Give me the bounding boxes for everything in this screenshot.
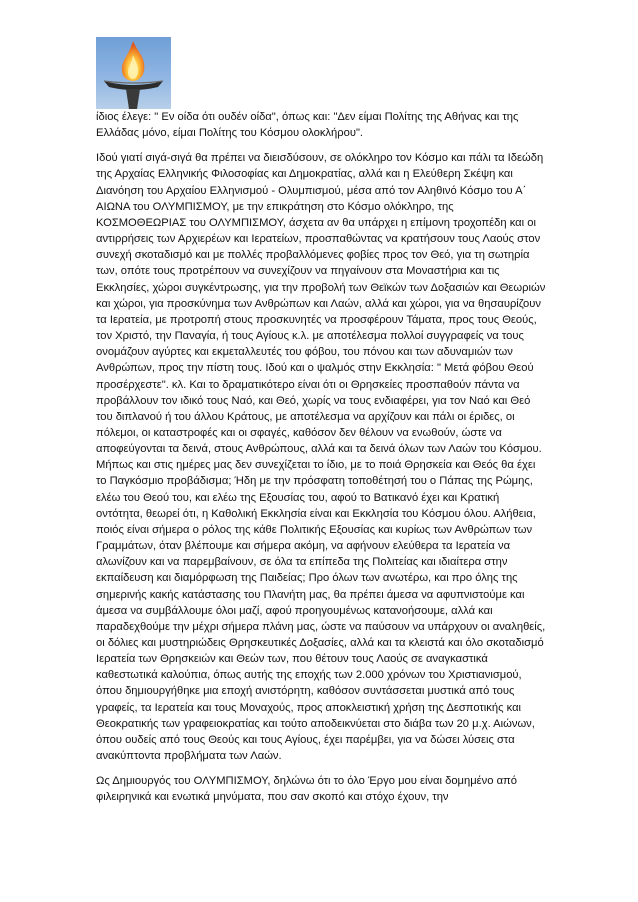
- paragraph-3: Ως Δημιουργός του ΟΛΥΜΠΙΣΜΟΥ, δηλώνω ότι το όλο Έργο μου είναι δομημένο από φιλειρηνικά και ενωτικά μηνύματα, που σαν σκοπό και στόχο έχουν, την: [96, 775, 517, 804]
- olympic-torch-flame-icon: [96, 37, 171, 109]
- paragraph-1: ίδιος έλεγε: " Εν οίδα ότι ουδέν οίδα", όπως και: "Δεν είμαι Πολίτης της Αθήνας και της Ελλάδας μόνο, είμαι Πολίτης του Κόσμου ολοκλήρου".: [96, 111, 519, 140]
- document-page: [96, 37, 546, 806]
- paragraph-2: Ιδού γιατί σιγά-σιγά θα πρέπει να διεισδύσουν, σε ολόκληρο τον Κόσμο και πάλι τα Ιδεώδη της Αρχαίας Ελληνικής Φιλοσοφίας και Δημοκρατίας, αλλά και η Ελεύθερη Σκέψη και Διανόηση του Αρχαίου Ελληνισμού - Ολυμπισμού, μέσα από τον Αληθινό Κόσμο του Α΄ ΑΙΩΝΑ του ΟΛΥΜΠΙΣΜΟΥ, με την επικράτηση στο Κόσμο ολόκληρο, της ΚΟΣΜΟΘΕΩΡΙΑΣ του ΟΛΥΜΠΙΣΜΟΥ, άσχετα αν θα υπάρχει η επίμονη τροχοπέδη και οι αντιρρήσεις των Αρχιερέων και Ιερατείων, προσπαθώντας να κρατήσουν τους Λαούς στον συνεχή σκοταδισμό και με πολλές προβαλλόμενες φοβίες προς τον Θεό, για τη σωτηρία των, οπότε τους προτρέπουν να συνεχίζουν να πηγαίνουν στα Μοναστήρια και τις Εκκλησίες, χώροι συγκέντρωσης, για την προβολή των Θεϊκών των Δοξασιών και Θεωριών και χώροι, για προσκύνημα των Ανθρώπων και Λαών, αλλά και χώροι, για να θησαυρίζουν τα Ιερατεία, με προτροπή στους προσκυνητές να προσφέρουν Τάματα, προς τους Θεούς, τον Χριστό, την Παναγία, ή τους Αγίους κ.λ. με αποτέλεσμα πολλοί συγγραφείς να τους ονομάζουν αγύρτες και εκμεταλλευτές του φόβου, του πόνου και των αδυναμιών των Ανθρώπων, προς την πίστη τους. Ιδού και ο ψαλμός στην Εκκλησία: " Μετά φόβου Θεού προσέρχεστε". κλ. Και το δραματικότερο είναι ότι οι Θρησκείες προσπαθούν πάντα να προβάλλουν τον ιδικό τους Ναό, και Θεό, χωρίς να τους ενδιαφέρει, για τον Ναό και Θεό του διπλανού ή του άλλου Κράτους, με αποτέλεσμα να αρχίζουν και πάλι οι έριδες, οι πόλεμοι, οι καταστροφές και οι σφαγές, καθόσον δεν θέλουν να ενωθούν, ώστε να αποφεύγονται τα δεινά, στους Ανθρώπους, αλλά και τα δεινά όλων των Λαών του Κόσμου. Μήπως και στις ημέρες μας δεν συνεχίζεται το ίδιο, με το ποιά Θρησκεία και Θεός θα έχει το Παγκόσμιο προβάδισμα; Ήδη με την πρόσφατη τοποθέτησή του ο Πάπας της Ρώμης, ελέω του Θεού του, και ελέω της Εξουσίας του, αφού το Βατικανό έχει και Κρατική οντότητα, θεωρεί ότι, η Καθολική Εκκλησία είναι και Εκκλησία του Κόσμου όλου. Αλήθεια, ποιός είναι σήμερα ο ρόλος της κάθε Πολιτικής Εξουσίας και κυρίως των Ανθρώπων των Γραμμάτων, όταν βλέπουμε και σήμερα ακόμη, να αφήνουν ελεύθερα τα Ιερατεία να αλωνίζουν και να παρεμβαίνουν, σε όλα τα επίπεδα της Πολιτείας και ιδιαίτερα στην εκπαίδευση και διαμόρφωση της Παιδείας; Προ όλων των ανωτέρω, και προ όλης της σημερινής κακής κατάστασης του Πλανήτη μας, θα πρέπει άμεσα να αφυπνιστούμε και άμεσα να συμβάλλουμε όλοι μαζί, αφού προηγουμένως κατανοήσουμε, αλλά και παραδεχθούμε την μέχρι σήμερα πλάνη μας, ώστε να παύσουν να υπάρχουν οι αναληθείς, οι δόλιες και μυστηριώδεις Θρησκευτικές Δοξασίες, αλλά και τα κλειστά και όλο σκοταδισμό Ιερατεία των Θρησκειών και Θεών των, που θέτουν τους Λαούς σε αναγκαστικά καθεστωτικά καλούπια, όπως αυτής της εποχής των 2.000 χρόνων του Χριστιανισμού, όπου δημιουργήθηκε μια εποχή ανιστόρητη, καθόσον συντάσσεται μυστικά από τους γραφείς, τα Ιερατεία και τους Μοναχούς, προς αποκλειστική χρήση της Δεσποτικής και Θεοκρατικής των γραφειοκρατίας και τούτο αποδεικνύεται στο διάβα των 20 μ.χ. Αιώνων, όπου ουδείς από τους Θεούς και τους Αγίους, έχει παρέμβει, για να δώσει λύσεις στα ανακύπτοντα προβλήματα των Λαών.: [96, 152, 546, 763]
- torch-photo: [96, 37, 171, 109]
